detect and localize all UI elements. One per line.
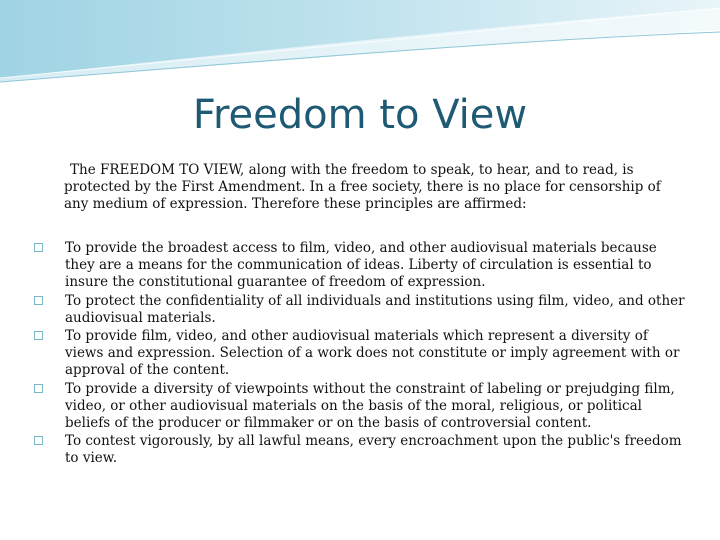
- square-outline-icon: [34, 296, 43, 305]
- square-outline-icon: [34, 243, 43, 252]
- header-wave-decoration: [0, 0, 720, 90]
- bullet-text: To provide a diversity of viewpoints without the constraint of labeling or prejudging film, video, or other audiovisual materials on the basis of the moral, religious, or political beliefs of the producer or filmmaker or on the basis of controversial content.: [65, 380, 675, 432]
- principles-list: [34, 240, 686, 469]
- square-outline-icon: [34, 436, 43, 445]
- bullet-text: To provide the broadest access to film, video, and other audiovisual materials because they are a means for the communication of ideas. Liberty of circulation is essential to insure the constitutional guarantee of freedom of expression.: [65, 240, 657, 291]
- list-item: [34, 433, 686, 467]
- square-outline-icon: [34, 384, 43, 393]
- list-item: [34, 293, 686, 327]
- list-item: [34, 328, 686, 380]
- list-item: [34, 240, 686, 292]
- bullet-text: To contest vigorously, by all lawful means, every encroachment upon the public's freedom to view.: [65, 433, 682, 467]
- intro-paragraph: The FREEDOM TO VIEW, along with the freedom to speak, to hear, and to read, is protected by the First Amendment. In a free society, there is no place for censorship of any medium of expression. Therefore these principles are affirmed:: [64, 162, 661, 212]
- square-outline-icon: [34, 331, 43, 340]
- bullet-text: To provide film, video, and other audiovisual materials which represent a diversity of views and expression. Selection of a work does not constitute or imply agreement with or approval of the content.: [65, 328, 680, 379]
- list-item: [34, 381, 686, 433]
- slide-title: Freedom to View: [192, 92, 528, 138]
- bullet-text: To protect the confidentiality of all individuals and institutions using film, video, and other audiovisual materials.: [65, 292, 685, 326]
